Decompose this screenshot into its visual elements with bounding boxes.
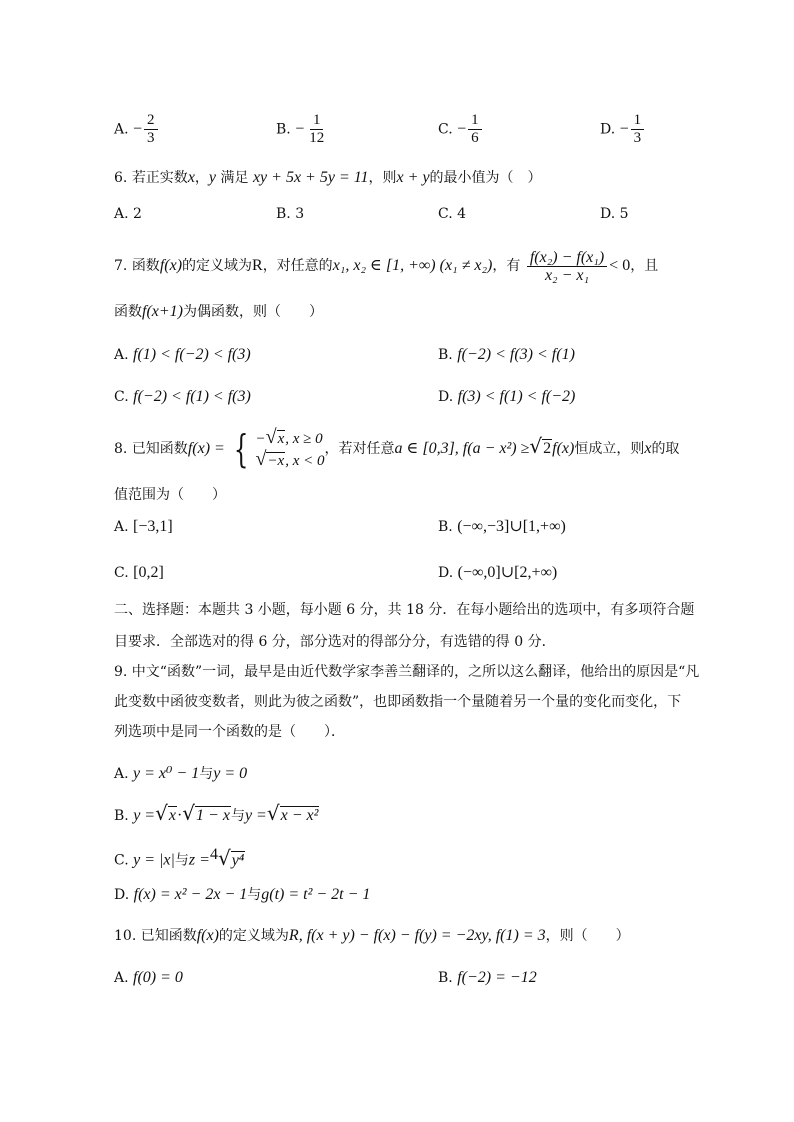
q8-option-d: D. (−∞,0]∪[2,+∞) bbox=[438, 564, 558, 581]
q9-stem-line3: 列选项中是同一个函数的是（ ）． bbox=[114, 724, 345, 740]
q8-stem-line1: 8. 已知函数f(x) = { −√x, x ≥ 0 √−x, x < 0 ，若对任意a ∈ [0,3], f(a − x²) ≥√2f(x)恒成立，则x的取 bbox=[114, 426, 680, 471]
q6-option-a: A. 2 bbox=[114, 206, 142, 222]
q9-option-b: B. y =√x·√1 − x与y =√x − x² bbox=[114, 801, 319, 825]
q5-option-d: D. − $\frac{1}{3}$ bbox=[600, 112, 646, 147]
q8-option-b: B. (−∞,−3]∪[1,+∞) bbox=[438, 518, 566, 535]
q5-d-fraction: $\frac{1}{3}$ bbox=[631, 112, 645, 147]
section2-line2: 目要求．全部选对的得 6 分，部分选对的得部分分，有选错的得 0 分． bbox=[114, 634, 556, 650]
section2-line1: 二、选择题：本题共 3 小题，每小题 6 分，共 18 分．在每小题给出的选项中，有多项符合题 bbox=[114, 602, 695, 618]
q8-sqrt2: √2 bbox=[529, 434, 552, 458]
q8-piecewise bbox=[229, 427, 324, 471]
q5-option-a: A. − $\frac{2}{3}$ bbox=[114, 112, 160, 147]
q5-option-b: B. − $\frac{1}{12}$ bbox=[276, 112, 329, 147]
q7-option-b: B. f(−2) < f(3) < f(1) bbox=[438, 346, 575, 363]
q5-option-c: C. − $\frac{1}{6}$ bbox=[438, 112, 484, 147]
q10-option-a: A. f(0) = 0 bbox=[114, 969, 183, 986]
q9-stem-line2: 此变数中函彼变数者，则此为彼之函数”，也即函数指一个量随着另一个量的变化而变化，下 bbox=[114, 694, 682, 710]
q9-option-d: D. f(x) = x² − 2x − 1与g(t) = t² − 2t − 1 bbox=[114, 886, 371, 903]
q6-option-b: B. 3 bbox=[276, 206, 305, 222]
q5-b-fraction: $\frac{1}{12}$ bbox=[309, 112, 325, 146]
q7-stem-line2: 函数f(x+1)为偶函数，则（ ） bbox=[114, 303, 323, 320]
q8-piece-2: √−x, x < 0 bbox=[255, 448, 325, 470]
q8-piece-1: −√x, x ≥ 0 bbox=[255, 426, 323, 448]
q10-stem: 10. 已知函数f(x)的定义域为R, f(x + y) − f(x) − f(y) = −2xy, f(1) = 3，则（ ） bbox=[114, 927, 630, 944]
q5-c-fraction: $\frac{1}{6}$ bbox=[468, 112, 482, 147]
q7-option-a: A. f(1) < f(−2) < f(3) bbox=[114, 346, 251, 363]
brace-symbol: { bbox=[234, 427, 249, 471]
q5-a-fraction: $\frac{2}{3}$ bbox=[144, 112, 158, 147]
q6-stem: 6. 若正实数x，y 满足 xy + 5x + 5y = 11，则x + y的最小值为（ ） bbox=[114, 169, 542, 186]
q6-option-c: C. 4 bbox=[438, 206, 467, 222]
q6-option-d: D. 5 bbox=[600, 206, 629, 222]
q9-option-c: C. y = |x|与z =$^4$√y⁴ bbox=[114, 845, 245, 870]
q7-option-c: C. f(−2) < f(1) < f(3) bbox=[114, 388, 251, 405]
q7-option-d: D. f(3) < f(1) < f(−2) bbox=[438, 388, 576, 405]
q9-stem-line1: 9. 中文“函数”一词，最早是由近代数学家李善兰翻译的，之所以这么翻译，他给出的原因是“凡 bbox=[114, 664, 700, 680]
q10-option-b: B. f(−2) = −12 bbox=[438, 969, 537, 986]
q8-option-c: C. [0,2] bbox=[114, 564, 164, 581]
q7-stem-line1: 7. 函数f(x)的定义域为R，对任意的x₁, x₂ ∈ [1, +∞) (x₁ ≠ x₂)，有 $\frac{\text{f(x₂) − f(x₁)}}{\text{x₂ − x₁}}$ < 0，且 bbox=[114, 248, 659, 284]
q8-option-a: A. [−3,1] bbox=[114, 518, 173, 535]
q9-option-a: A. y = x⁰ − 1与y = 0 bbox=[114, 765, 248, 782]
q7-fraction: $\frac{\text{f(x₂) − f(x₁)}}{\text{x₂ − x₁}}$ bbox=[527, 249, 607, 284]
q8-stem-line2: 值范围为（ ） bbox=[114, 487, 226, 503]
